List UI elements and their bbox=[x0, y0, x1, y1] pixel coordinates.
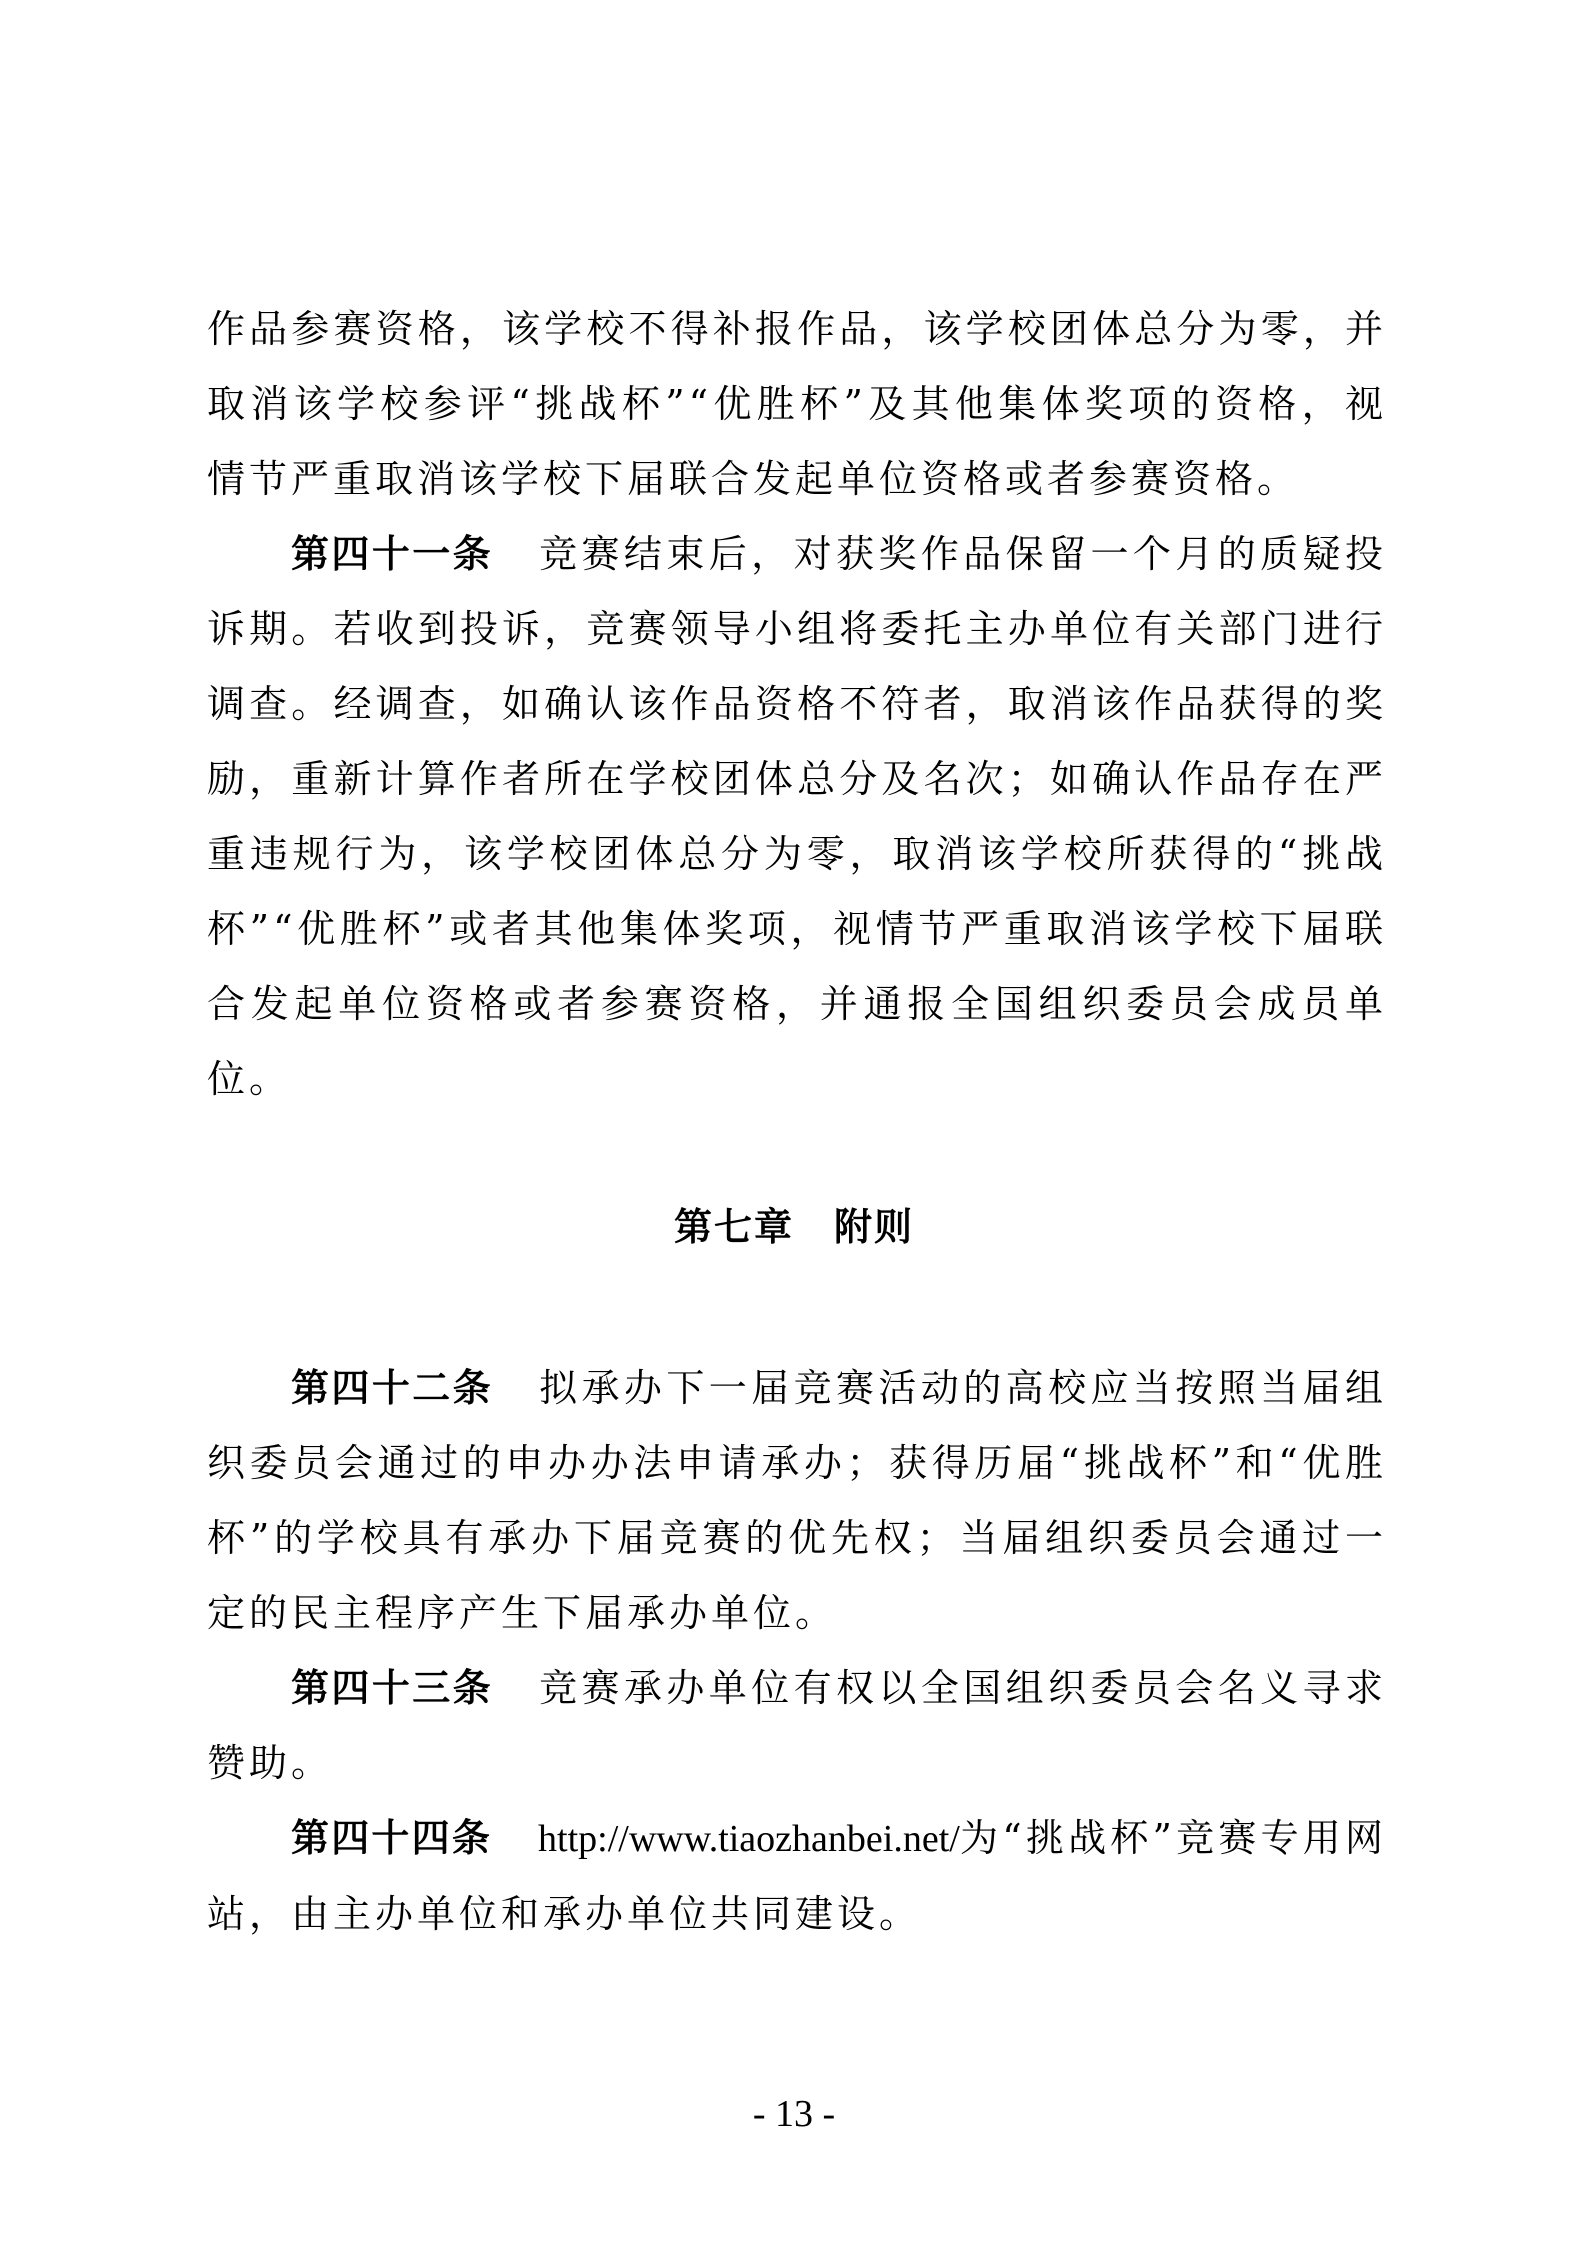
paragraph-continuation bbox=[207, 292, 1387, 517]
section-lower bbox=[207, 1351, 1387, 1952]
chapter-heading bbox=[0, 1196, 1588, 1251]
article-43-label: 第四十三条 bbox=[291, 1666, 494, 1710]
article-41-text: 竞赛结束后，对获奖作品保留一个月的质疑投诉期。若收到投诉，竞赛领导小组将委托主办单位有关部门进行调查。经调查，如确认该作品资格不符者，取消该作品获得的奖励，重新计算作者所在学校团体总分及名次；如确认作品存在严重违规行为，该学校团体总分为零，取消该学校所获得的“挑战杯”“优胜杯”或者其他集体奖项，视情节严重取消该学校下届联合发起单位资格或者参赛资格，并通报全国组织委员会成员单位。 bbox=[207, 532, 1387, 1101]
article-44 bbox=[207, 1801, 1387, 1952]
article-42-text: 拟承办下一届竞赛活动的高校应当按照当届组织委员会通过的申办办法申请承办；获得历届“挑战杯”和“优胜杯”的学校具有承办下届竞赛的优先权；当届组织委员会通过一定的民主程序产生下届承办单位。 bbox=[207, 1366, 1387, 1635]
section-upper bbox=[207, 292, 1387, 1117]
article-41 bbox=[207, 517, 1387, 1117]
chapter-number: 第七章 bbox=[673, 1205, 794, 1249]
article-43 bbox=[207, 1651, 1387, 1801]
article-44-label: 第四十四条 bbox=[291, 1816, 493, 1860]
page-number: - 13 - bbox=[752, 2093, 836, 2135]
article-41-label: 第四十一条 bbox=[291, 532, 494, 576]
article-42 bbox=[207, 1351, 1387, 1651]
website-url: http://www.tiaozhanbei.net/ bbox=[538, 1818, 960, 1860]
chapter-title: 附则 bbox=[834, 1205, 915, 1249]
article-42-label: 第四十二条 bbox=[291, 1366, 494, 1410]
continuation-text: 作品参赛资格，该学校不得补报作品，该学校团体总分为零，并取消该学校参评“挑战杯”“优胜杯”及其他集体奖项的资格，视情节严重取消该学校下届联合发起单位资格或者参赛资格。 bbox=[207, 307, 1387, 501]
article-44-text: 为“挑战杯”竞赛专用网站，由主办单位和承办单位共同建设。 bbox=[207, 1816, 1387, 1936]
article-43-text: 竞赛承办单位有权以全国组织委员会名义寻求赞助。 bbox=[207, 1666, 1387, 1785]
